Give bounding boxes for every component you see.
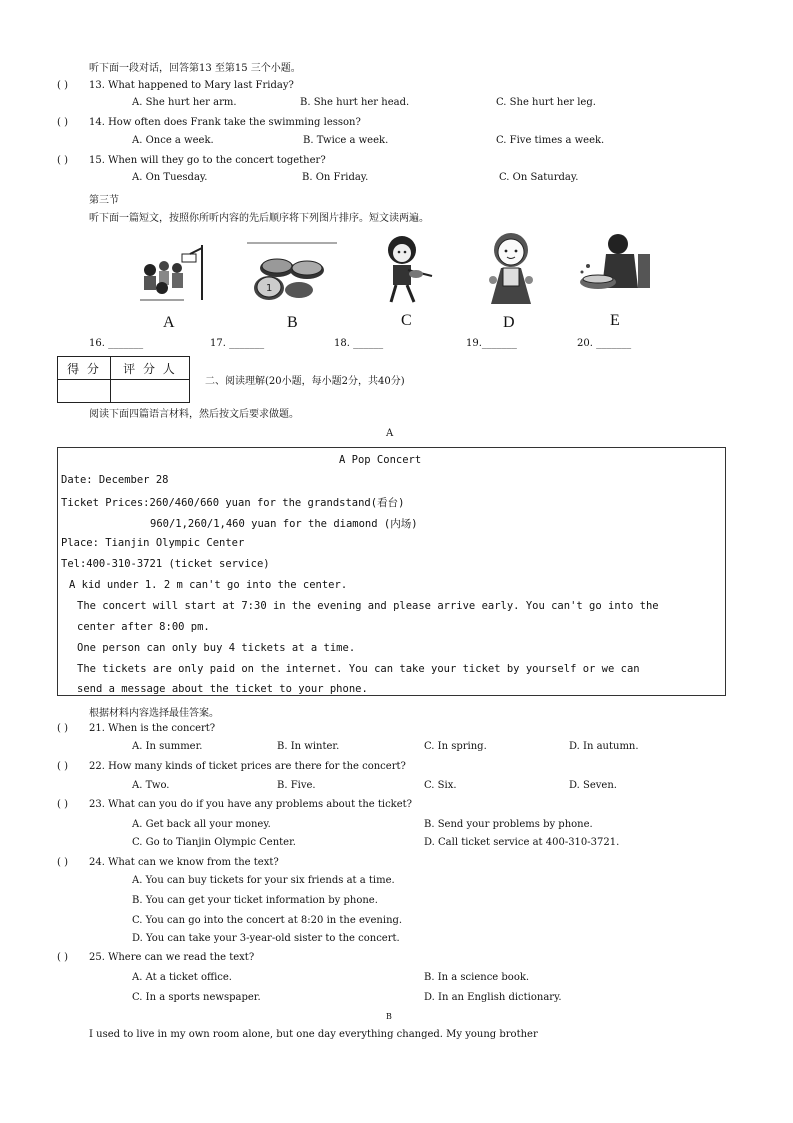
reading-instruction: 根据材料内容选择最佳答案。 [89, 708, 219, 719]
girl-washing-icon [576, 232, 654, 302]
dialog-instruction: 听下面一段对话，回答第13 至第15 三个小题。 [89, 63, 301, 74]
notice-line: 960/1,260/1,460 yuan for the diamond (内场) [150, 518, 418, 530]
option-15b: B. On Friday. [302, 172, 369, 183]
picture-label-b: B [287, 314, 298, 331]
grader-cell[interactable] [111, 380, 190, 403]
option-24b: B. You can get your ticket information by phone. [132, 895, 378, 906]
option-25c: C. In a sports newspaper. [132, 992, 261, 1003]
answer-blank-19[interactable]: 19._______ [466, 338, 517, 349]
score-table [57, 356, 190, 403]
option-14a: A. Once a week. [132, 135, 214, 146]
boy-violin-icon [374, 232, 436, 306]
option-25d: D. In an English dictionary. [424, 992, 562, 1003]
answer-paren[interactable]: ( ) [57, 723, 68, 734]
grader-label: 评 分 人 [111, 357, 190, 380]
passage-b-label: B [386, 1012, 392, 1021]
answer-blank-16[interactable]: 16. _______ [89, 338, 144, 349]
option-21d: D. In autumn. [569, 741, 639, 752]
option-13a: A. She hurt her arm. [132, 97, 237, 108]
section3-heading: 第三节 [89, 195, 119, 206]
option-13b: B. She hurt her head. [300, 97, 410, 108]
coins-icon [247, 240, 339, 304]
option-13c: C. She hurt her leg. [496, 97, 596, 108]
notice-line: send a message about the ticket to your phone. [77, 683, 368, 695]
answer-paren[interactable]: ( ) [57, 799, 68, 810]
notice-line: A kid under 1. 2 m can't go into the center. [69, 579, 348, 591]
notice-line: Tel:400-310-3721 (ticket service) [61, 558, 270, 570]
answer-paren[interactable]: ( ) [57, 155, 68, 166]
question-13: 13. What happened to Mary last Friday? [89, 80, 294, 91]
score-label: 得 分 [58, 357, 111, 380]
picture-label-e: E [610, 312, 620, 329]
option-14b: B. Twice a week. [303, 135, 389, 146]
notice-title: A Pop Concert [339, 454, 422, 466]
notice-line: The concert will start at 7:30 in the evening and please arrive early. You can't go into the [77, 600, 659, 612]
question-14: 14. How often does Frank take the swimming lesson? [89, 117, 361, 128]
notice-line: One person can only buy 4 tickets at a time. [77, 642, 356, 654]
option-22d: D. Seven. [569, 780, 617, 791]
question-22: 22. How many kinds of ticket prices are there for the concert? [89, 761, 406, 772]
part2-instruction: 阅读下面四篇语言材料，然后按文后要求做题。 [89, 409, 299, 420]
part2-title: 二、阅读理解(20小题，每小题2分，共40分) [205, 376, 405, 387]
answer-paren[interactable]: ( ) [57, 857, 68, 868]
option-23d: D. Call ticket service at 400-310-3721. [424, 837, 620, 848]
option-25b: B. In a science book. [424, 972, 530, 983]
option-21b: B. In winter. [277, 741, 340, 752]
answer-paren[interactable]: ( ) [57, 80, 68, 91]
question-23: 23. What can you do if you have any problems about the ticket? [89, 799, 413, 810]
option-15c: C. On Saturday. [499, 172, 579, 183]
option-24a: A. You can buy tickets for your six friends at a time. [132, 875, 395, 886]
answer-blank-17[interactable]: 17. _______ [210, 338, 265, 349]
svg-text:1: 1 [266, 283, 273, 294]
passage-b-text: I used to live in my own room alone, but one day everything changed. My young brother [89, 1029, 538, 1040]
question-25: 25. Where can we read the text? [89, 952, 255, 963]
answer-blank-20[interactable]: 20. _______ [577, 338, 632, 349]
kids-basketball-icon [132, 240, 214, 306]
option-24c: C. You can go into the concert at 8:20 in the evening. [132, 915, 403, 926]
question-24: 24. What can we know from the text? [89, 857, 279, 868]
question-15: 15. When will they go to the concert together? [89, 155, 326, 166]
notice-line: Date: December 28 [61, 474, 169, 486]
option-25a: A. At a ticket office. [132, 972, 232, 983]
option-23b: B. Send your problems by phone. [424, 819, 593, 830]
picture-label-c: C [401, 312, 412, 329]
answer-paren[interactable]: ( ) [57, 761, 68, 772]
doll-icon [477, 228, 545, 306]
passage-a-label: A [386, 428, 394, 439]
notice-line: center after 8:00 pm. [77, 621, 210, 633]
notice-line: Place: Tianjin Olympic Center [61, 537, 245, 549]
option-22a: A. Two. [132, 780, 170, 791]
option-23c: C. Go to Tianjin Olympic Center. [132, 837, 296, 848]
option-24d: D. You can take your 3-year-old sister to the concert. [132, 933, 400, 944]
option-14c: C. Five times a week. [496, 135, 605, 146]
notice-line: Ticket Prices:260/460/660 yuan for the grandstand(看台) [61, 497, 405, 509]
option-23a: A. Get back all your money. [132, 819, 271, 830]
answer-paren[interactable]: ( ) [57, 117, 68, 128]
option-21c: C. In spring. [424, 741, 487, 752]
picture-label-a: A [163, 314, 175, 331]
answer-paren[interactable]: ( ) [57, 952, 68, 963]
option-21a: A. In summer. [132, 741, 203, 752]
picture-label-d: D [503, 314, 515, 331]
question-21: 21. When is the concert? [89, 723, 216, 734]
option-22b: B. Five. [277, 780, 316, 791]
section3-instruction: 听下面一篇短文，按照你所听内容的先后顺序将下列图片排序。短文读两遍。 [89, 213, 429, 224]
option-15a: A. On Tuesday. [132, 172, 208, 183]
answer-blank-18[interactable]: 18. ______ [334, 338, 384, 349]
notice-line: The tickets are only paid on the internet. You can take your ticket by yourself or we can [77, 663, 640, 675]
score-cell[interactable] [58, 380, 111, 403]
option-22c: C. Six. [424, 780, 457, 791]
